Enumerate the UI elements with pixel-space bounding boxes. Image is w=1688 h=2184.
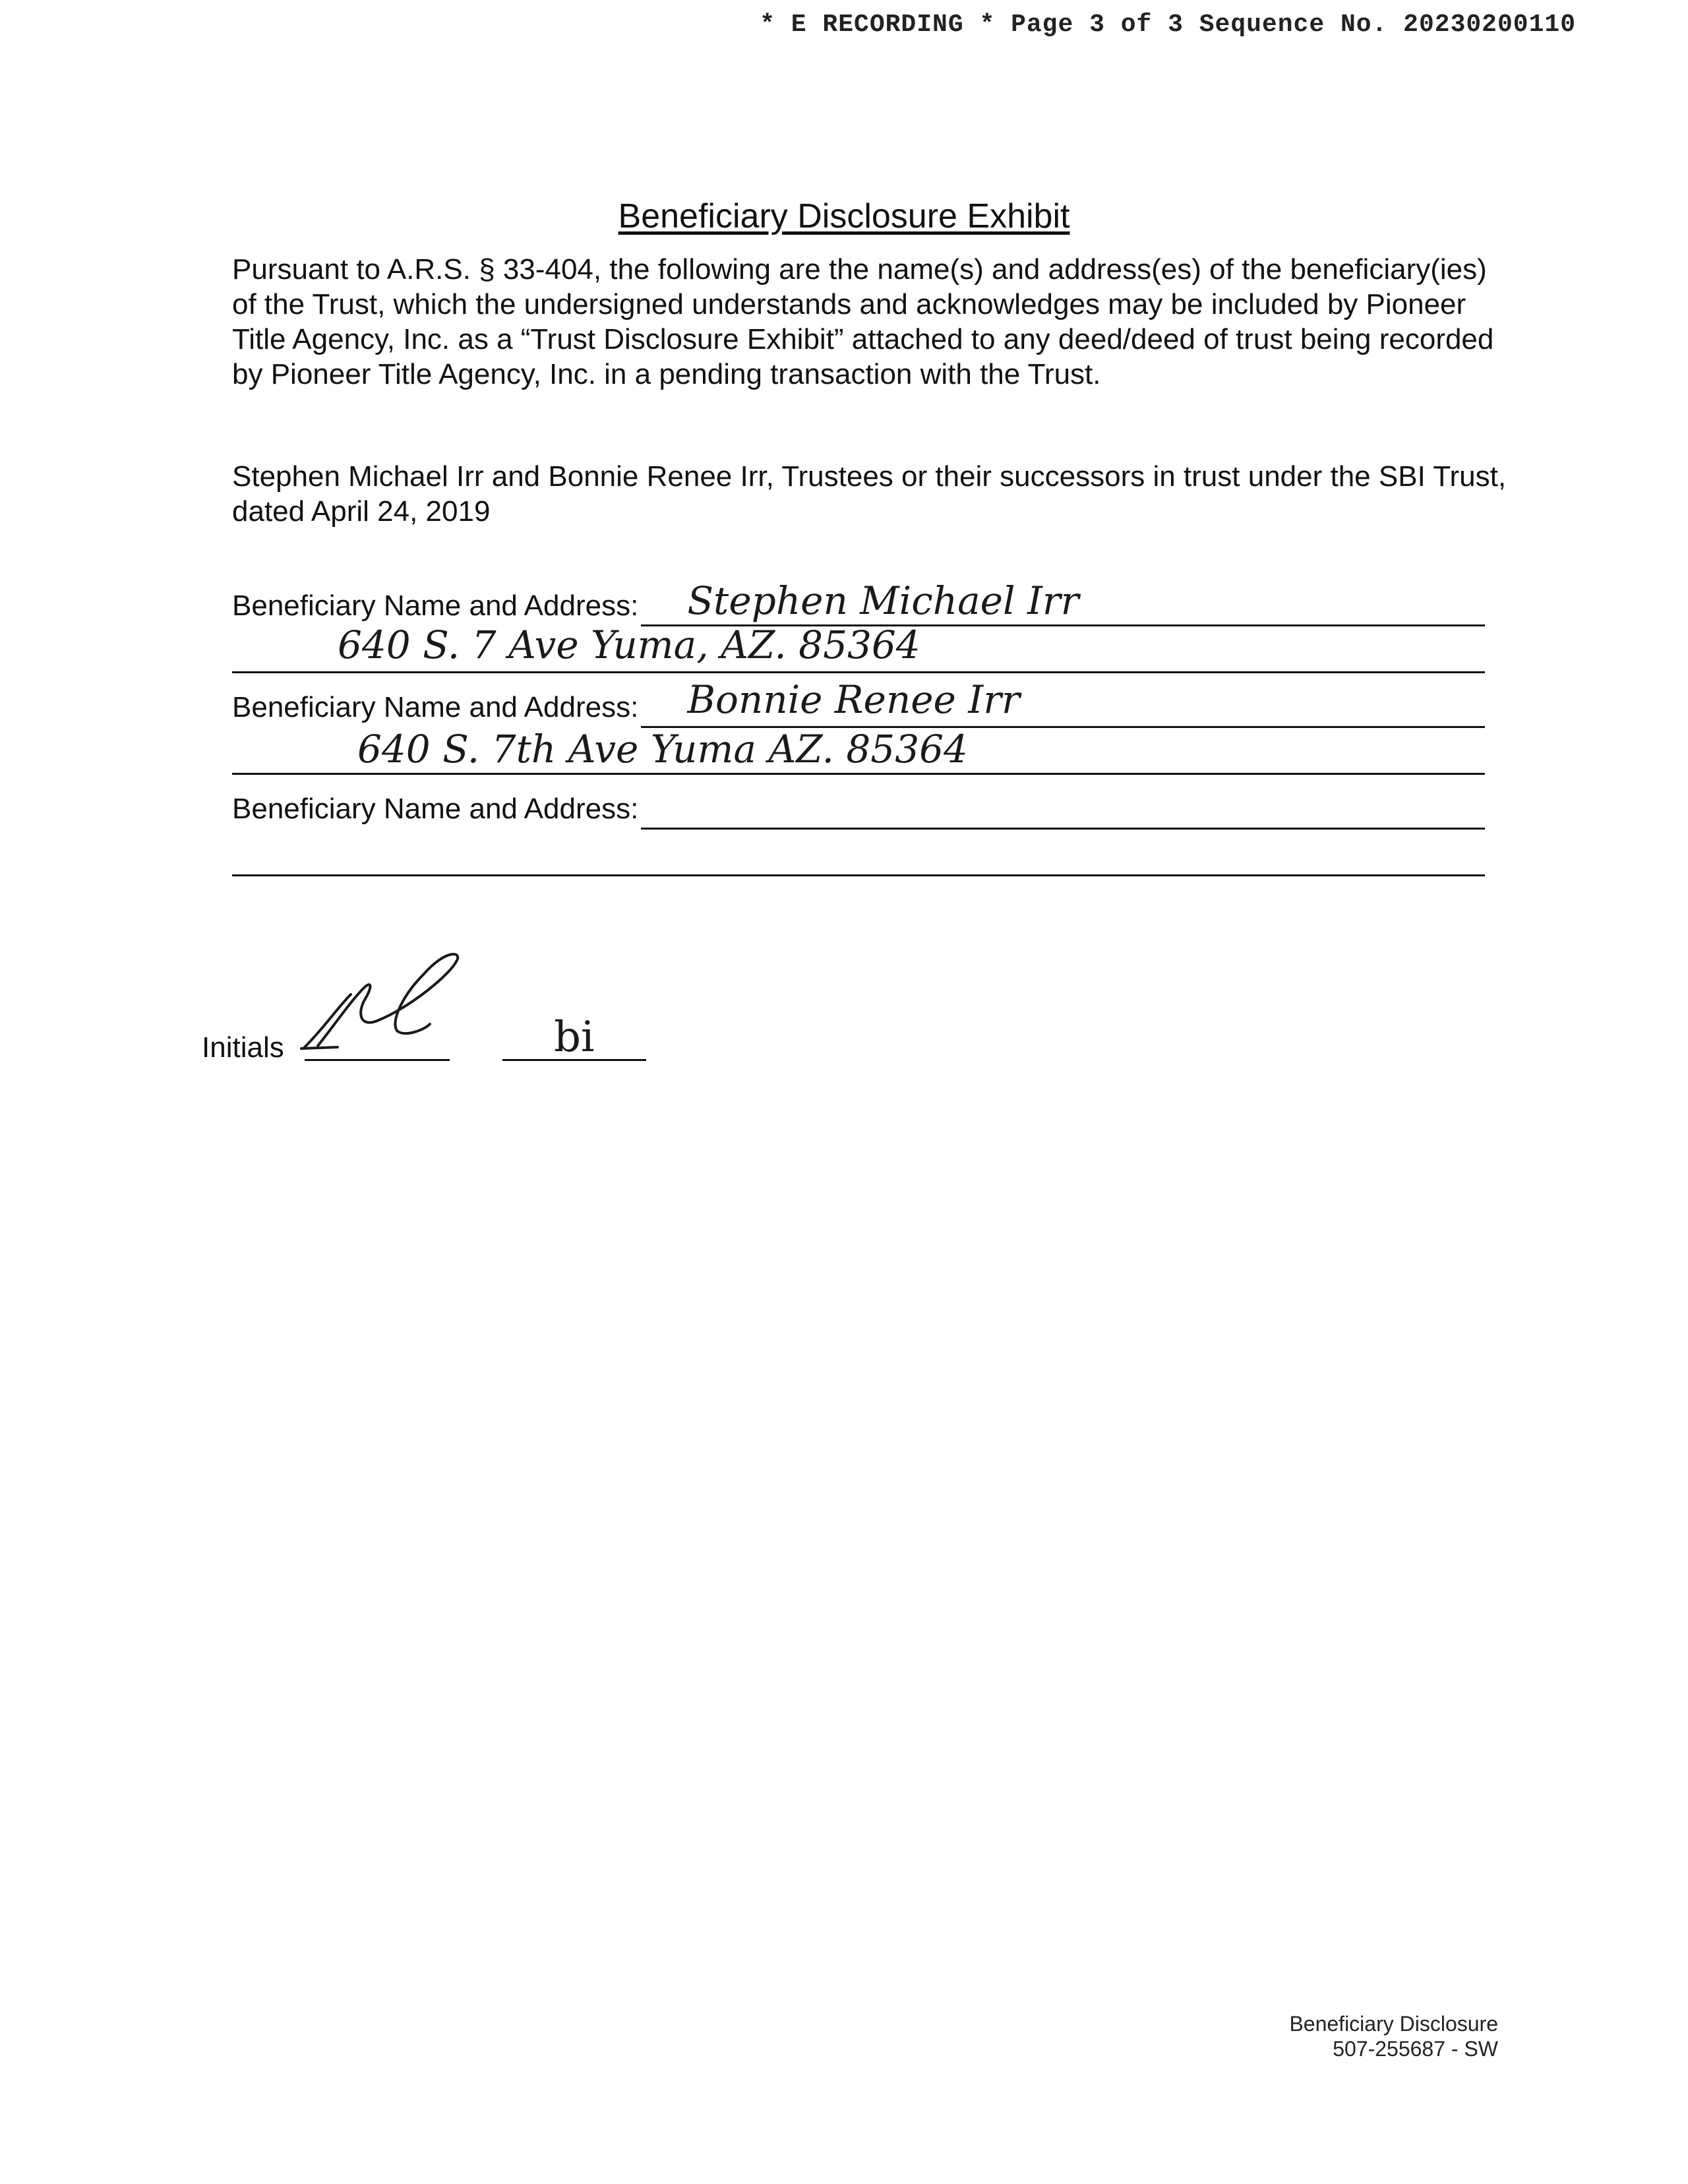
- beneficiary-2-address-line[interactable]: [232, 727, 1485, 775]
- beneficiary-3-name-row: [232, 790, 1485, 830]
- beneficiary-1-name-handwriting: Stephen Michael Irr: [687, 578, 1079, 623]
- beneficiary-3-label: Beneficiary Name and Address:: [232, 793, 639, 825]
- beneficiary-2-name-handwriting: Bonnie Renee Irr: [687, 677, 1020, 722]
- initials-field-1[interactable]: [305, 1031, 450, 1061]
- beneficiary-1-address-line[interactable]: [232, 622, 1485, 673]
- footer-block: [1289, 2011, 1498, 2061]
- beneficiary-2-name-row: [232, 677, 1485, 728]
- beneficiary-3-address-line[interactable]: [232, 874, 1485, 876]
- initials-1-signature: [298, 948, 469, 1054]
- initials-field-2[interactable]: [502, 1013, 646, 1062]
- beneficiary-2-label: Beneficiary Name and Address:: [232, 691, 639, 723]
- beneficiary-1-name-field[interactable]: [641, 578, 1485, 626]
- footer-line-1: Beneficiary Disclosure: [1289, 2012, 1498, 2036]
- trust-statement-text: Stephen Michael Irr and Bonnie Renee Irr, Trustees or their successors in trust under the SBI Trust, dated April 24, 2019: [232, 460, 1507, 528]
- intro-paragraph: [232, 252, 1511, 392]
- beneficiary-2-address-handwriting: 640 S. 7th Ave Yuma AZ. 85364: [357, 727, 968, 772]
- recording-header: * E RECORDING * Page 3 of 3 Sequence No. 20230200110: [760, 11, 1576, 39]
- beneficiary-3-name-field[interactable]: [641, 788, 1485, 830]
- initials-label: Initials: [202, 1031, 284, 1064]
- beneficiary-1-address-handwriting: 640 S. 7 Ave Yuma, AZ. 85364: [338, 622, 920, 667]
- beneficiary-1-name-row: [232, 578, 1485, 626]
- document-title: Beneficiary Disclosure Exhibit: [618, 197, 1070, 235]
- beneficiary-1-label: Beneficiary Name and Address:: [232, 590, 639, 622]
- intro-text: Pursuant to A.R.S. § 33-404, the following are the name(s) and address(es) of the beneficiary(ies) of the Trust, which the undersigned understands and acknowledges may be included by Pioneer Title Agency, Inc. as a “Trust Disclosure Exhibit” attached to any deed/deed of trust being recorded by Pioneer Title Agency, Inc. in a pending transaction with the Trust.: [232, 253, 1494, 390]
- initials-2-handwriting: bi: [554, 1013, 595, 1062]
- beneficiary-2-name-field[interactable]: [641, 677, 1485, 728]
- footer-line-2: 507-255687 - SW: [1333, 2037, 1498, 2061]
- trust-statement-paragraph: [232, 459, 1511, 529]
